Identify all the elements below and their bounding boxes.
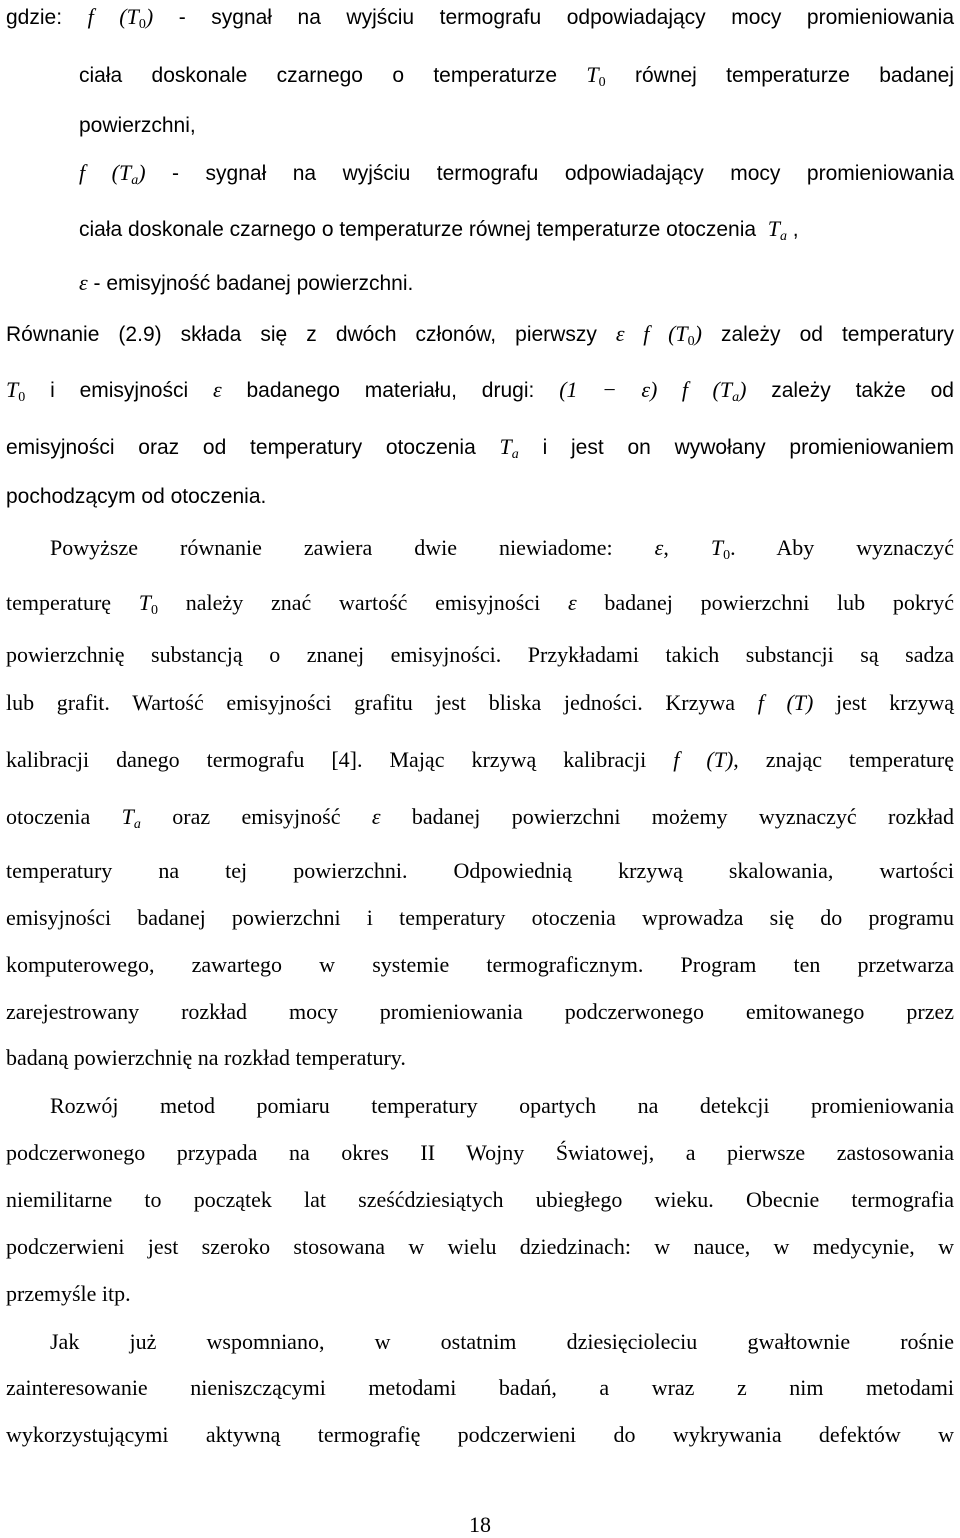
text-line: ciała doskonale czarnego o temperaturze $T_0$ równej temperaturze badanej (79, 62, 954, 90)
text-line: ciała doskonale czarnego o temperaturze równej temperaturze otoczenia $T_a$ , (79, 216, 799, 244)
text-line: Powyższe równanie zawiera dwie niewiadome: ε, $T_0$. Aby wyznaczyć (50, 535, 954, 563)
text-line: Rozwój metod pomiaru temperatury opartych na detekcji promieniowania (50, 1093, 954, 1118)
text-line: gdzie: f $(T_0)$ - sygnał na wyjściu termografu odpowiadający mocy promieniowania (6, 4, 955, 32)
text-line: przemyśle itp. (6, 1281, 131, 1306)
text-line: podczerwonego przypada na okres II Wojny Światowej, a pierwsze zastosowania (6, 1140, 954, 1165)
text-line: lub grafit. Wartość emisyjności grafitu jest bliska jedności. Krzywa f (T) jest krzywą (6, 690, 955, 715)
page-number: 18 (469, 1512, 491, 1537)
text-line: zainteresowanie nieniszczącymi metodami badań, a wraz z nim metodami (6, 1375, 954, 1400)
text-line: podczerwieni jest szeroko stosowana w wielu dziedzinach: w nauce, w medycynie, w (6, 1234, 954, 1259)
text-line: zarejestrowany rozkład mocy promieniowania podczerwonego emitowanego przez (6, 999, 954, 1024)
text-line: powierzchni, (79, 114, 196, 137)
text-line: pochodzącym od otoczenia. (6, 485, 267, 508)
text-line: kalibracji danego termografu [4]. Mając krzywą kalibracji f (T), znając temperaturę (6, 747, 955, 772)
text-line: powierzchnię substancją o znanej emisyjności. Przykładami takich substancji są sadza (6, 642, 954, 667)
text-line: temperaturę $T_0$ należy znać wartość emisyjności ε badanej powierzchni lub pokryć (6, 590, 954, 618)
text-line: Równanie (2.9) składa się z dwóch członów, pierwszy ε f $(T_0)$ zależy od temperatury (6, 321, 955, 349)
text-line: badaną powierzchnię na rozkład temperatury. (6, 1045, 406, 1070)
text-line: Jak już wspomniano, w ostatnim dziesięcioleciu gwałtownie rośnie (50, 1329, 954, 1354)
text-line: emisyjności oraz od temperatury otoczenia $T_a$ i jest on wywołany promieniowaniem (6, 434, 954, 462)
text-line: emisyjności badanej powierzchni i temperatury otoczenia wprowadza się do programu (6, 905, 954, 930)
text-line: f $(T_a)$ - sygnał na wyjściu termografu odpowiadający mocy promieniowania (79, 160, 954, 188)
text-line: ε - emisyjność badanej powierzchni. (79, 270, 414, 295)
text-line: wykorzystującymi aktywną termografię podczerwieni do wykrywania defektów w (6, 1422, 954, 1447)
text-line: otoczenia $T_a$ oraz emisyjność ε badanej powierzchni możemy wyznaczyć rozkład (6, 804, 954, 832)
text-line: temperatury na tej powierzchni. Odpowiednią krzywą skalowania, wartości (6, 858, 954, 883)
text-line: komputerowego, zawartego w systemie termograficznym. Program ten przetwarza (6, 952, 954, 977)
text-line: niemilitarne to początek lat sześćdziesiątych ubiegłego wieku. Obecnie termografia (6, 1187, 954, 1212)
text-line: $T_0$ i emisyjności ε badanego materiału, drugi: (1 − ε) f $(T_a)$ zależy także od (6, 377, 954, 405)
